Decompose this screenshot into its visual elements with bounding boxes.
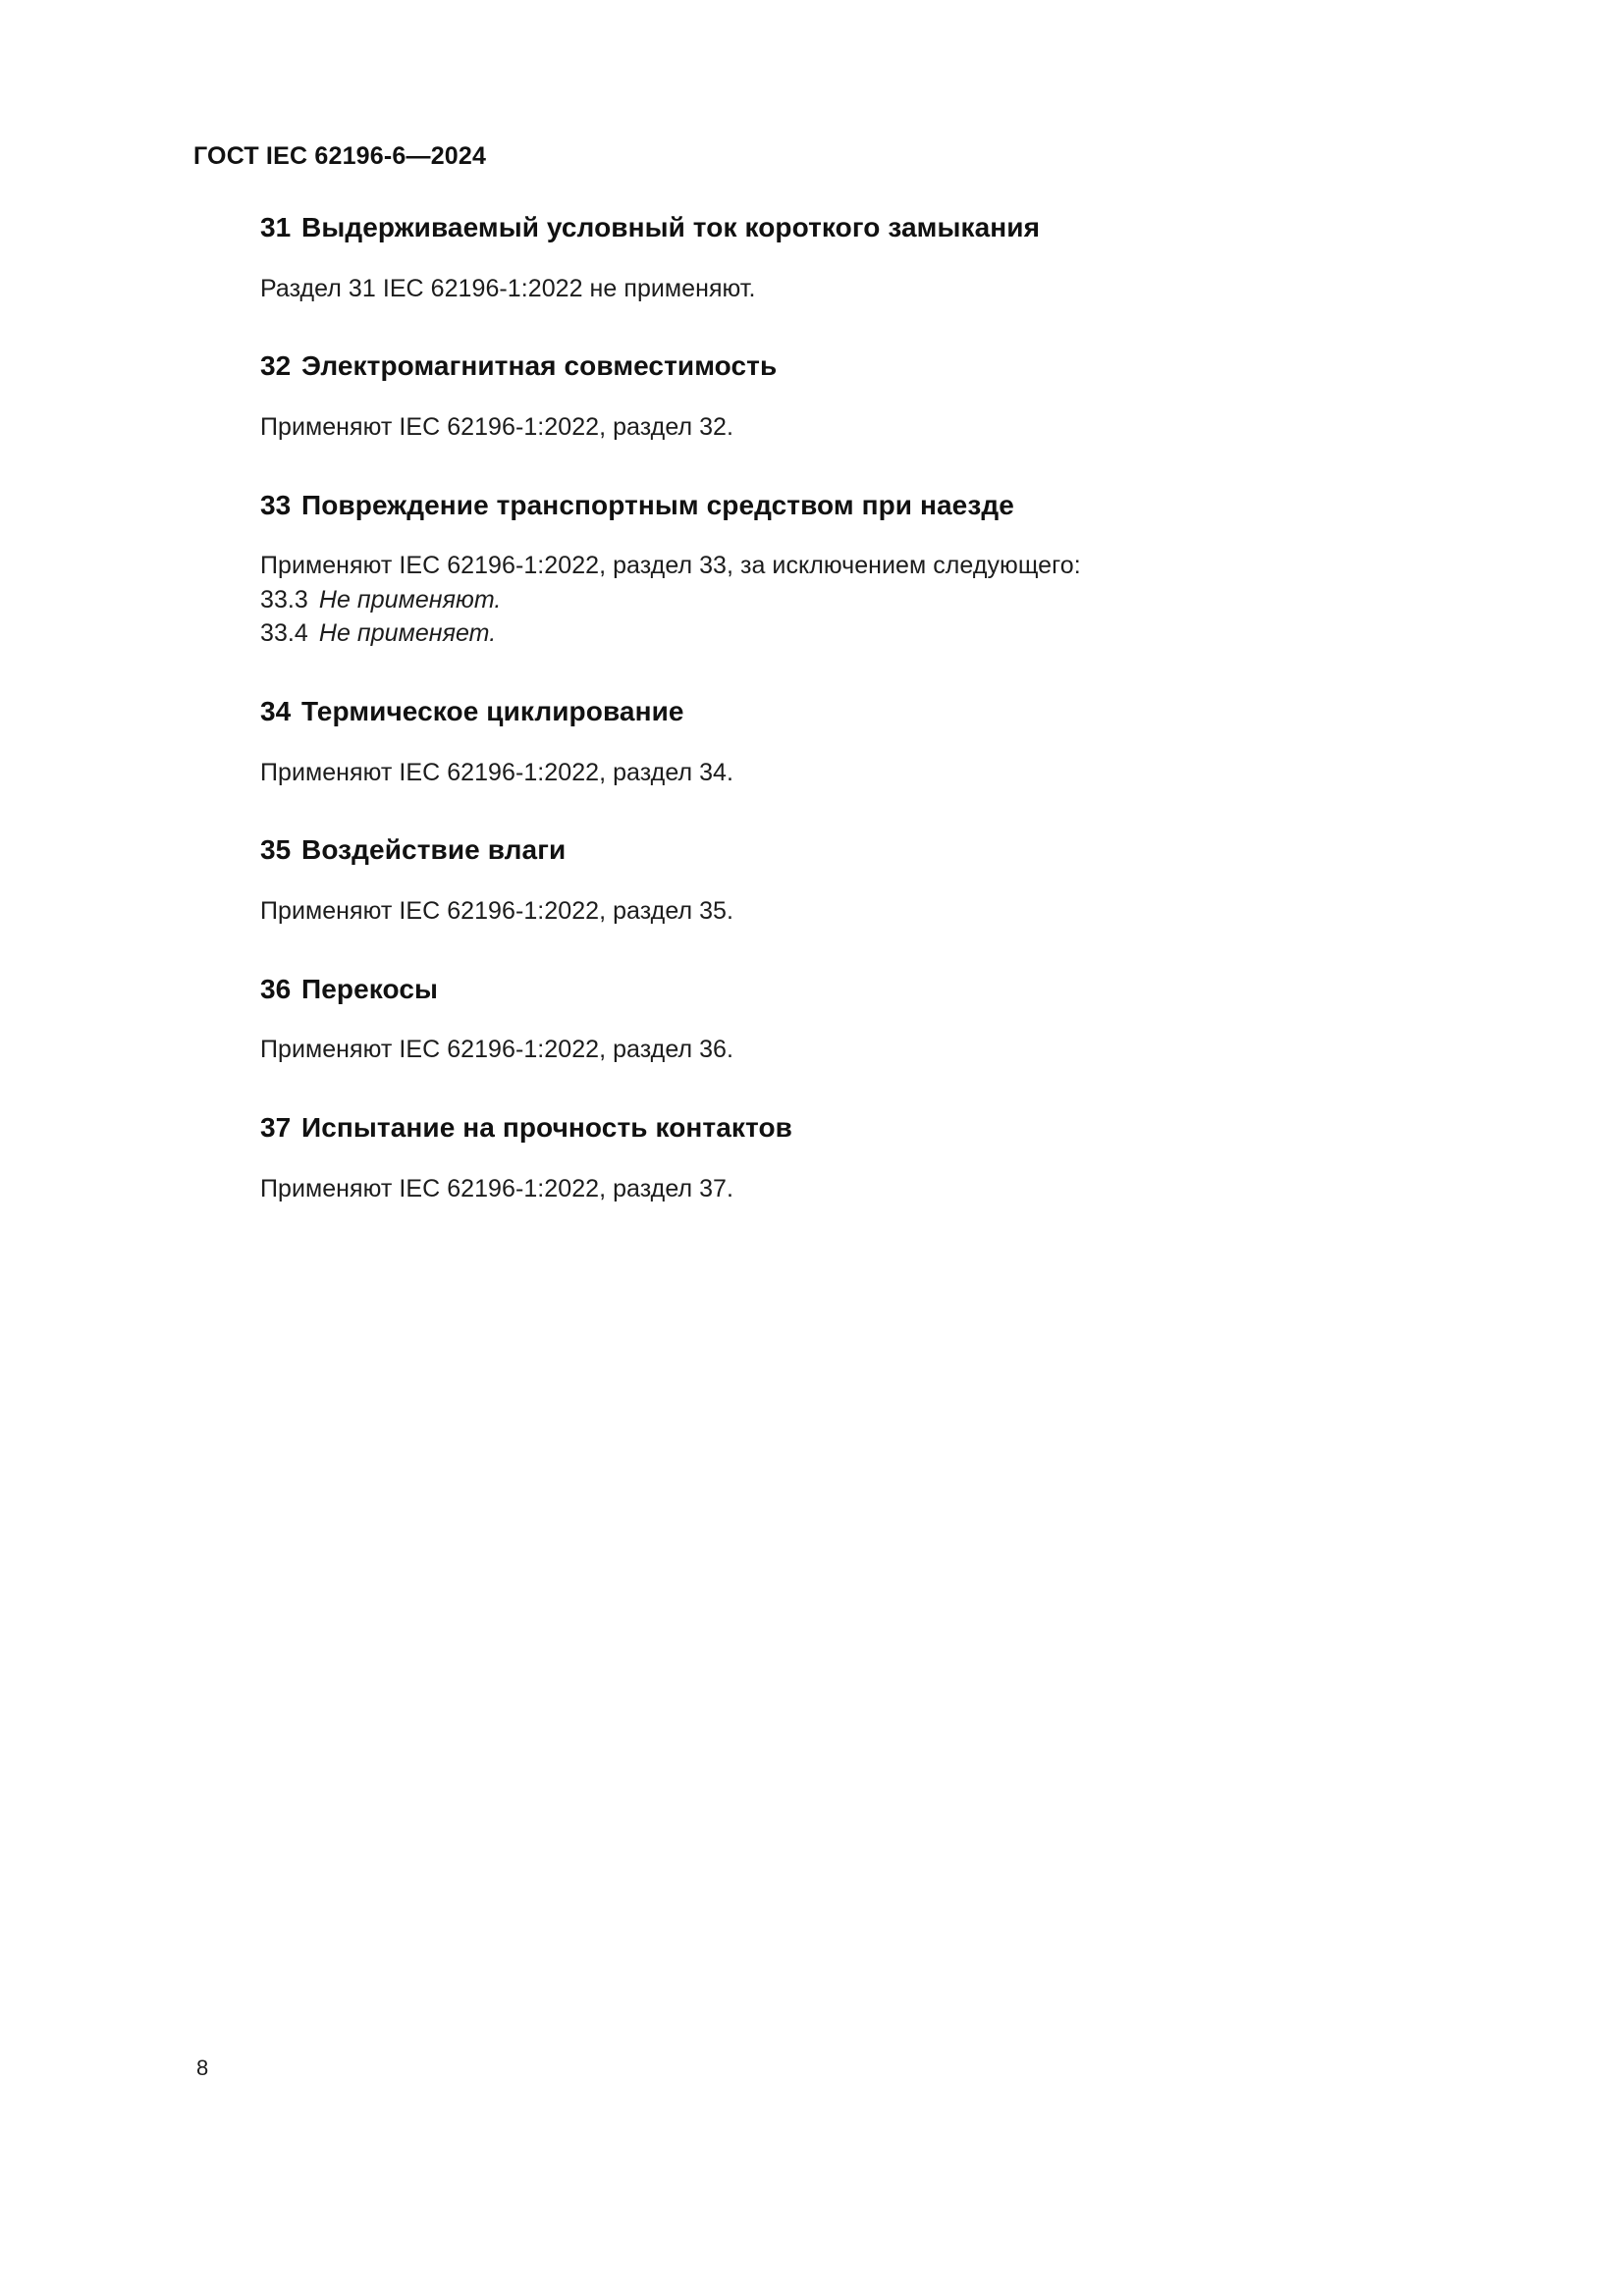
subclause-number: 33.4	[260, 619, 308, 648]
section-title: Термическое циклирование	[301, 695, 684, 726]
subclause-number: 33.3	[260, 585, 308, 614]
section-body-text: Раздел 31 IEC 62196-1:2022 не применяют.	[260, 274, 756, 302]
section-number: 33	[260, 489, 292, 520]
section-body-text: Применяют IEC 62196-1:2022, раздел 36.	[260, 1036, 733, 1064]
section-heading	[260, 972, 1203, 1007]
section-number: 35	[260, 834, 292, 866]
section-31	[260, 210, 1203, 305]
section-body-text: Применяют IEC 62196-1:2022, раздел 37.	[260, 1174, 733, 1202]
section-37	[260, 1110, 1203, 1205]
subclause-item	[260, 583, 1203, 617]
section-body-text: Применяют IEC 62196-1:2022, раздел 35.	[260, 897, 733, 926]
section-heading	[260, 694, 1203, 729]
section-number: 32	[260, 350, 292, 382]
running-head: ГОСТ IEC 62196-6—2024	[193, 142, 487, 170]
section-title: Воздействие влаги	[301, 834, 567, 866]
section-body-text: Применяют IEC 62196-1:2022, раздел 32.	[260, 413, 733, 442]
section-35	[260, 832, 1203, 928]
section-heading	[260, 832, 1203, 868]
section-number: 37	[260, 1111, 292, 1143]
section-36	[260, 972, 1203, 1067]
section-33	[260, 488, 1203, 651]
document-body	[260, 210, 1203, 1205]
section-title: Электромагнитная совместимость	[301, 350, 778, 382]
section-body-text: Применяют IEC 62196-1:2022, раздел 33, за исключением следующего:	[260, 552, 1081, 580]
subclause-text: Не применяет.	[318, 619, 497, 648]
section-heading	[260, 1110, 1203, 1146]
section-heading	[260, 348, 1203, 384]
section-number: 36	[260, 973, 292, 1004]
section-number: 31	[260, 212, 292, 242]
section-title: Перекосы	[301, 973, 439, 1004]
section-heading	[260, 210, 1203, 245]
section-heading	[260, 488, 1203, 523]
section-number: 34	[260, 695, 292, 726]
subclause-text: Не применяют.	[318, 585, 502, 614]
section-title: Испытание на прочность контактов	[301, 1111, 792, 1143]
section-body-text: Применяют IEC 62196-1:2022, раздел 34.	[260, 758, 733, 786]
section-title: Выдерживаемый условный ток короткого замыкания	[301, 212, 1041, 242]
section-34	[260, 694, 1203, 789]
section-title: Повреждение транспортным средством при наезде	[301, 489, 1014, 520]
subclause-list	[260, 583, 1203, 651]
page-number: 8	[196, 2056, 209, 2080]
section-32	[260, 348, 1203, 444]
subclause-item	[260, 616, 1203, 651]
